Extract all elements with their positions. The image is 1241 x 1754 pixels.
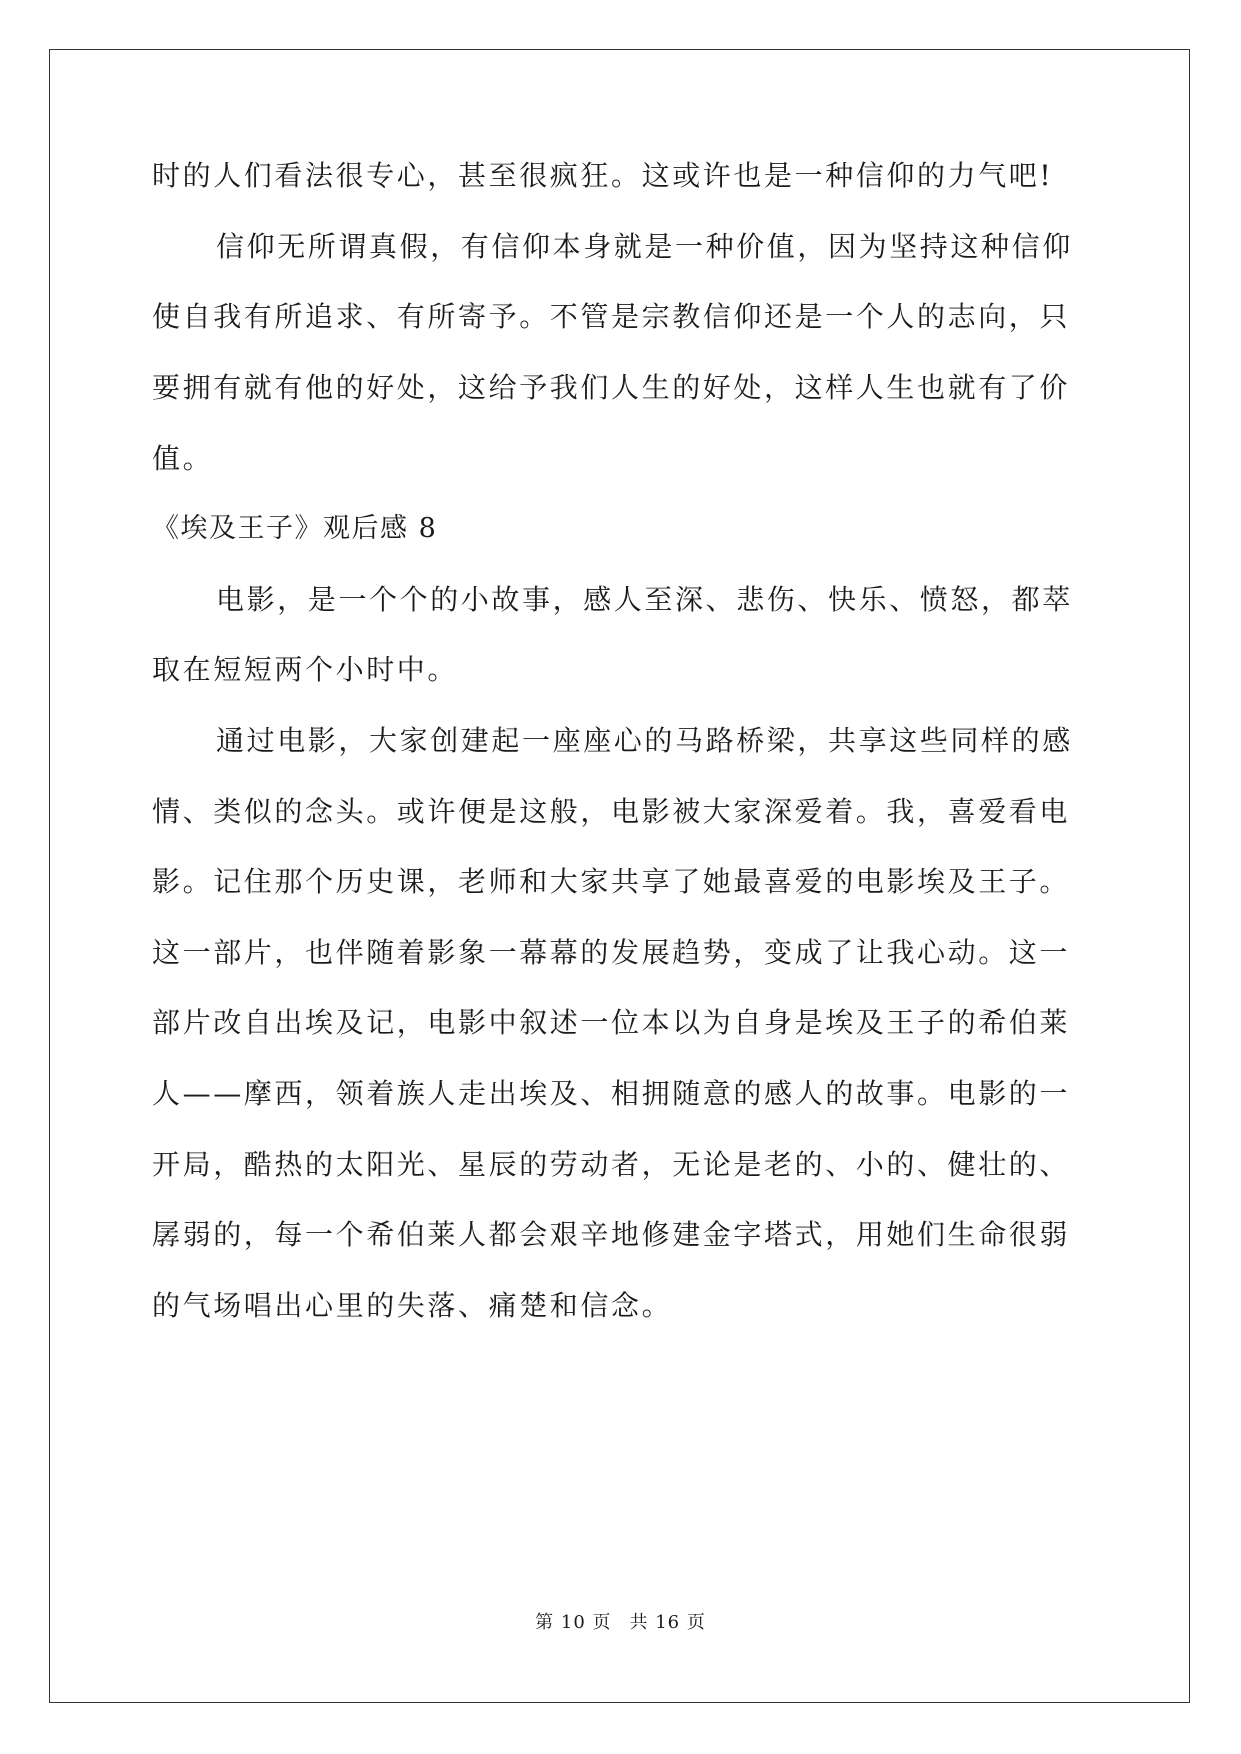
- paragraph-line: 这一部片，也伴随着影象一幕幕的发展趋势，变成了让我心动。这一: [152, 936, 1071, 969]
- paragraph-line: 孱弱的，每一个希伯莱人都会艰辛地修建金字塔式，用她们生命很弱: [152, 1218, 1071, 1251]
- paragraph-line: 时的人们看法很专心，甚至很疯狂。这或许也是一种信仰的力气吧!: [152, 159, 1054, 192]
- paragraph-line: 开局，酷热的太阳光、星辰的劳动者，无论是老的、小的、健壮的、: [152, 1148, 1071, 1181]
- paragraph-line: 通过电影，大家创建起一座座心的马路桥梁，共享这些同样的感: [216, 724, 1073, 757]
- paragraph-line: 值。: [152, 442, 214, 475]
- paragraph-line: 信仰无所谓真假，有信仰本身就是一种价值，因为坚持这种信仰: [216, 230, 1073, 263]
- page-number-current: 第 10 页: [535, 1612, 612, 1633]
- page-number-total: 共 16 页: [629, 1612, 706, 1633]
- paragraph-line: 使自我有所追求、有所寄予。不管是宗教信仰还是一个人的志向，只: [152, 300, 1071, 333]
- paragraph-line: 人——摩西，领着族人走出埃及、相拥随意的感人的故事。电影的一: [152, 1077, 1071, 1110]
- paragraph-line: 部片改自出埃及记，电影中叙述一位本以为自身是埃及王子的希伯莱: [152, 1006, 1071, 1039]
- page-footer: [0, 1611, 1241, 1635]
- paragraph-line: 取在短短两个小时中。: [152, 653, 459, 686]
- paragraph-line: 的气场唱出心里的失落、痛楚和信念。: [152, 1289, 673, 1322]
- paragraph-line: 要拥有就有他的好处，这给予我们人生的好处，这样人生也就有了价: [152, 371, 1071, 404]
- paragraph-line: 情、类似的念头。或许便是这般，电影被大家深爱着。我，喜爱看电: [152, 795, 1071, 828]
- section-heading: 《埃及王子》观后感 8: [152, 513, 438, 544]
- paragraph-line: 电影，是一个个的小故事，感人至深、悲伤、快乐、愤怒，都萃: [216, 583, 1073, 616]
- paragraph-line: 影。记住那个历史课，老师和大家共享了她最喜爱的电影埃及王子。: [152, 865, 1071, 898]
